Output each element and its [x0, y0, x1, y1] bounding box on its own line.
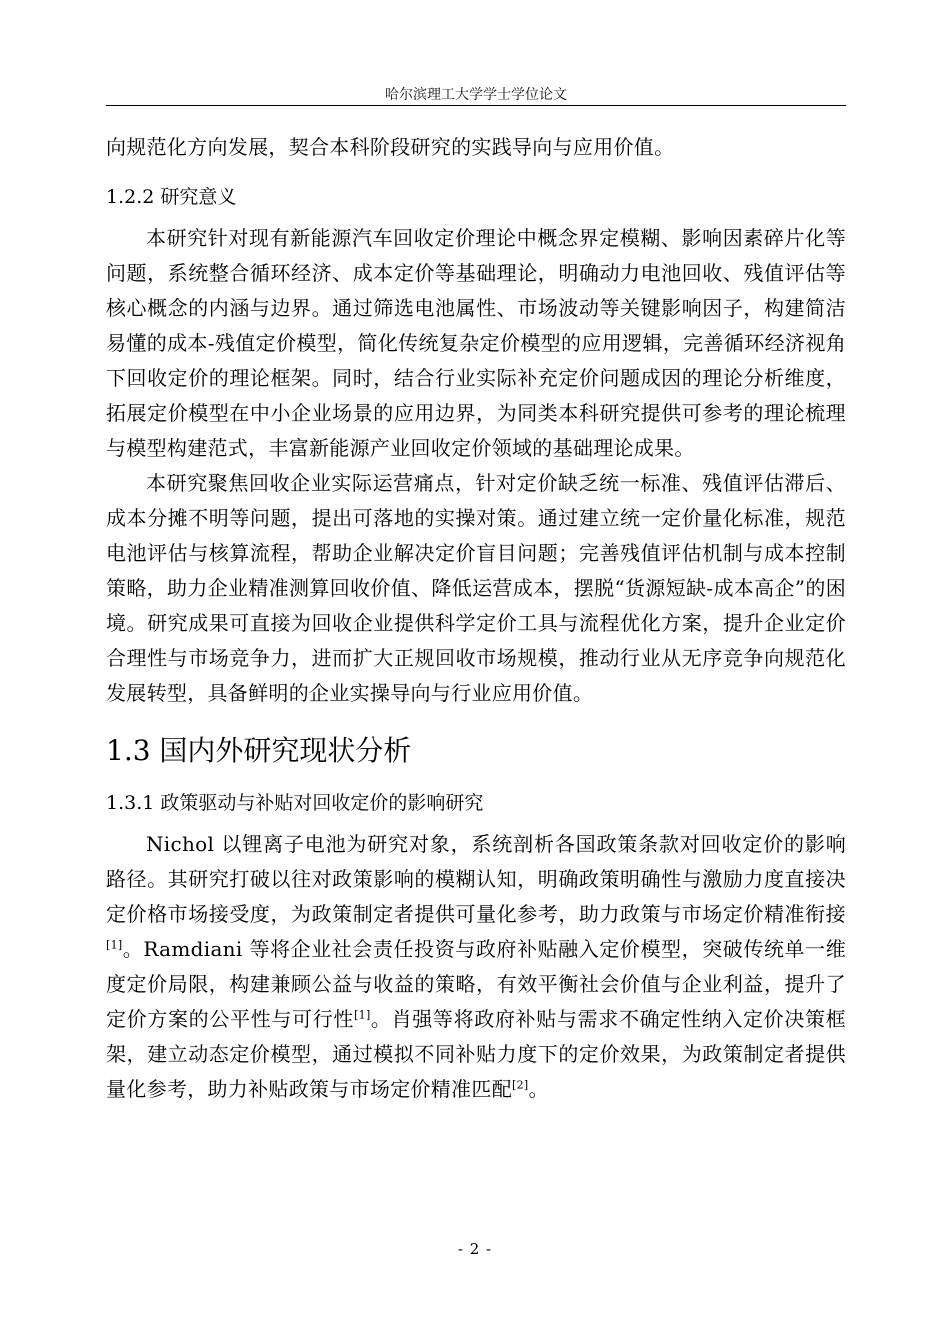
paragraph-policy-review [106, 827, 846, 1107]
citation-ref: [1] [106, 938, 123, 952]
citation-ref: [2] [512, 1078, 529, 1092]
running-header: 哈尔滨理工大学学士学位论文 [385, 87, 567, 103]
paragraph-text-segment: 。肖强等将政府补贴与需求不确定性纳入定价决策框架，建立动态定价模型，通过模拟不同补贴力度下的定价效果，为政策制定者提供量化参考，助力补贴政策与市场定价精准匹配 [106, 1007, 846, 1101]
subsection-heading-1-3-1: 1.3.1 政策驱动与补贴对回收定价的影响研究 [106, 792, 484, 814]
citation-ref: [1] [354, 1008, 371, 1022]
subsection-heading-1-2-2: 1.2.2 研究意义 [106, 186, 237, 208]
page-number: - 2 - [457, 1240, 493, 1258]
paragraph-continuation: 向规范化方向发展，契合本科阶段研究的实践导向与应用价值。 [106, 135, 675, 159]
paragraph-practical-significance: 本研究聚焦回收企业实际运营痛点，针对定价缺乏统一标准、残值评估滞后、成本分摊不明等问题，提出可落地的实操对策。通过建立统一定价量化标准，规范电池评估与核算流程，帮助企业解决定价盲目问题；完善残值评估机制与成本控制策略，助力企业精准测算回收价值、降低运营成本，摆脱“货源短缺-成本高企”的困境。研究成果可直接为回收企业提供科学定价工具与流程优化方案，提升企业定价合理性与市场竞争力，进而扩大正规回收市场规模，推动行业从无序竞争向规范化发展转型，具备鲜明的企业实操导向与行业应用价值。 [106, 471, 846, 705]
section-heading-1-3: 1.3 国内外研究现状分析 [106, 734, 412, 767]
header-rule [106, 105, 846, 106]
page-content [106, 130, 846, 1107]
paragraph-text-segment: 。 [528, 1077, 549, 1101]
paragraph-theoretical-significance: 本研究针对现有新能源汽车回收定价理论中概念界定模糊、影响因素碎片化等问题，系统整合循环经济、成本定价等基础理论，明确动力电池回收、残值评估等核心概念的内涵与边界。通过筛选电池属性、市场波动等关键影响因子，构建简洁易懂的成本-残值定价模型，简化传统复杂定价模型的应用逻辑，完善循环经济视角下回收定价的理论框架。同时，结合行业实际补充定价问题成因的理论分析维度，拓展定价模型在中小企业场景的应用边界，为同类本科研究提供可参考的理论梳理与模型构建范式，丰富新能源产业回收定价领域的基础理论成果。 [106, 226, 846, 460]
paragraph-text-segment: Nichol 以锂离子电池为研究对象，系统剖析各国政策条款对回收定价的影响路径。其研究打破以往对政策影响的模糊认知，明确政策明确性与激励力度直接决定价格市场接受度，为政策制定者提供可量化参考，助力政策与市场定价精准衔接 [106, 832, 846, 926]
paragraph-text-segment: 。Ramdiani 等将企业社会责任投资与政府补贴融入定价模型，突破传统单一维度定价局限，构建兼顾公益与收益的策略，有效平衡社会价值与企业利益，提升了定价方案的公平性与可行性 [106, 937, 846, 1031]
